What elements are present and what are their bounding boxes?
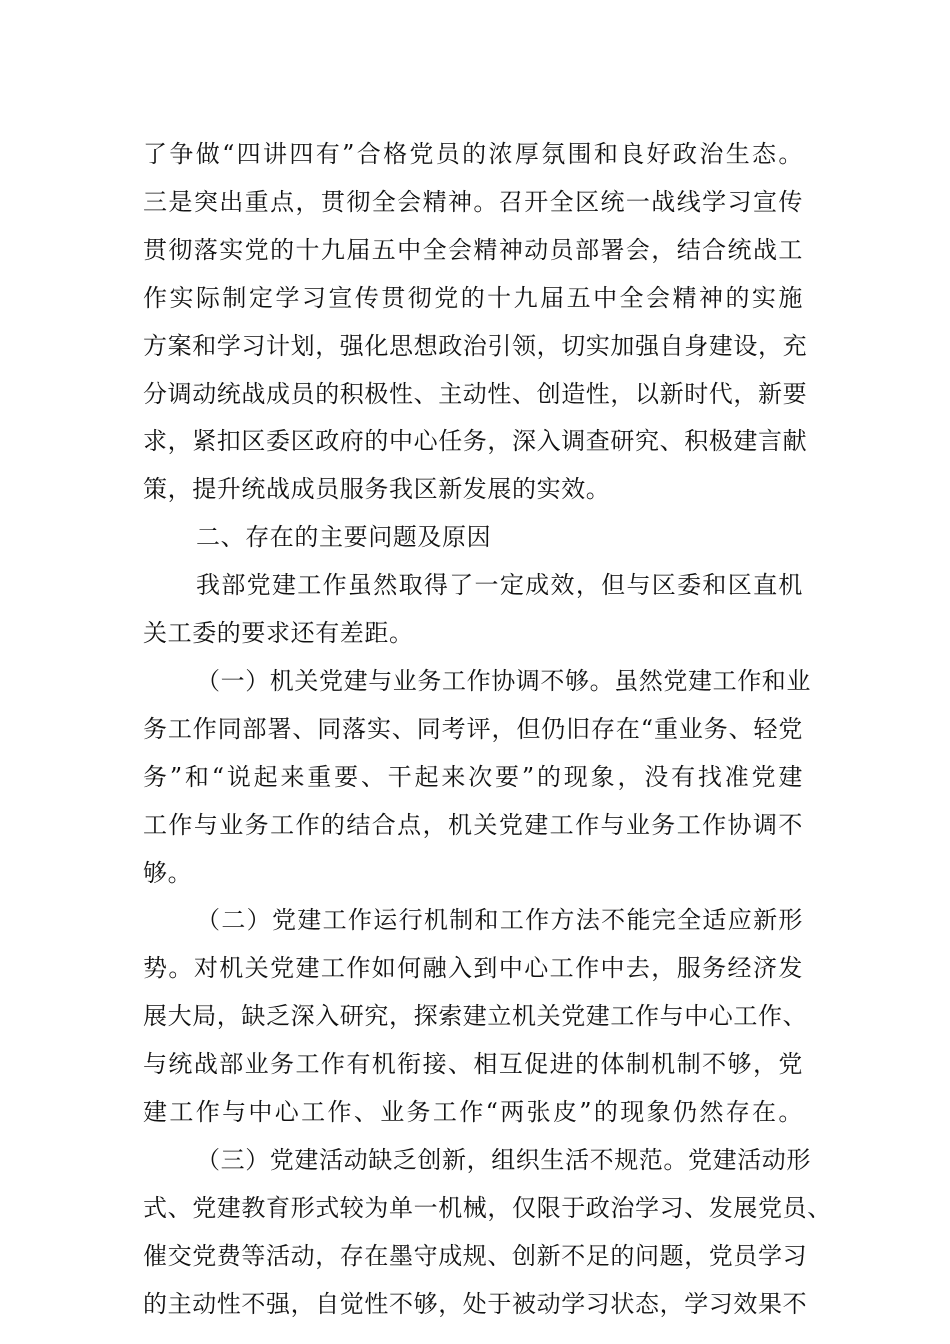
text-line: 势。对机关党建工作如何融入到中心工作中去，服务经济发 xyxy=(143,954,803,983)
text-line: 三是突出重点，贯彻全会精神。召开全区统一战线学习宣传 xyxy=(143,187,803,216)
section-heading: 二、存在的主要问题及原因 xyxy=(196,523,492,552)
text-line: 式、党建教育形式较为单一机械，仅限于政治学习、发展党员、 xyxy=(143,1193,832,1222)
text-line: 与统战部业务工作有机衔接、相互促进的体制机制不够，党 xyxy=(143,1050,803,1079)
text-line: 的主动性不强，自觉性不够，处于被动学习状态，学习效果不 xyxy=(143,1289,808,1318)
text-line: 我部党建工作虽然取得了一定成效，但与区委和区直机 xyxy=(196,571,803,600)
text-line: （一）机关党建与业务工作协调不够。虽然党建工作和业 xyxy=(196,666,811,695)
text-line: 策，提升统战成员服务我区新发展的实效。 xyxy=(143,475,611,504)
text-line: 展大局，缺乏深入研究，探索建立机关党建工作与中心工作、 xyxy=(143,1002,808,1031)
text-line: （三）党建活动缺乏创新，组织生活不规范。党建活动形 xyxy=(196,1145,811,1174)
text-line: 建工作与中心工作、业务工作“两张皮”的现象仍然存在。 xyxy=(143,1098,803,1126)
text-line: 分调动统战成员的积极性、主动性、创造性，以新时代，新要 xyxy=(143,379,808,408)
text-line: 务”和“说起来重要、干起来次要”的现象，没有找准党建 xyxy=(143,762,803,791)
text-line: （二）党建工作运行机制和工作方法不能完全适应新形 xyxy=(196,906,803,935)
text-line: 贯彻落实党的十九届五中全会精神动员部署会，结合统战工 xyxy=(143,235,803,264)
text-line: 工作与业务工作的结合点，机关党建工作与业务工作协调不 xyxy=(143,810,803,839)
text-line: 够。 xyxy=(143,858,193,887)
text-line: 务工作同部署、同落实、同考评，但仍旧存在“重业务、轻党 xyxy=(143,714,803,743)
text-line: 求，紧扣区委区政府的中心任务，深入调查研究、积极建言献 xyxy=(143,427,808,456)
text-line: 关工委的要求还有差距。 xyxy=(143,619,414,647)
text-line: 作实际制定学习宣传贯彻党的十九届五中全会精神的实施 xyxy=(143,283,803,312)
text-line: 方案和学习计划，强化思想政治引领，切实加强自身建设，充 xyxy=(143,331,808,360)
text-line: 催交党费等活动，存在墨守成规、创新不足的问题，党员学习 xyxy=(143,1241,808,1270)
text-line: 了争做“四讲四有”合格党员的浓厚氛围和良好政治生态。 xyxy=(143,140,803,168)
